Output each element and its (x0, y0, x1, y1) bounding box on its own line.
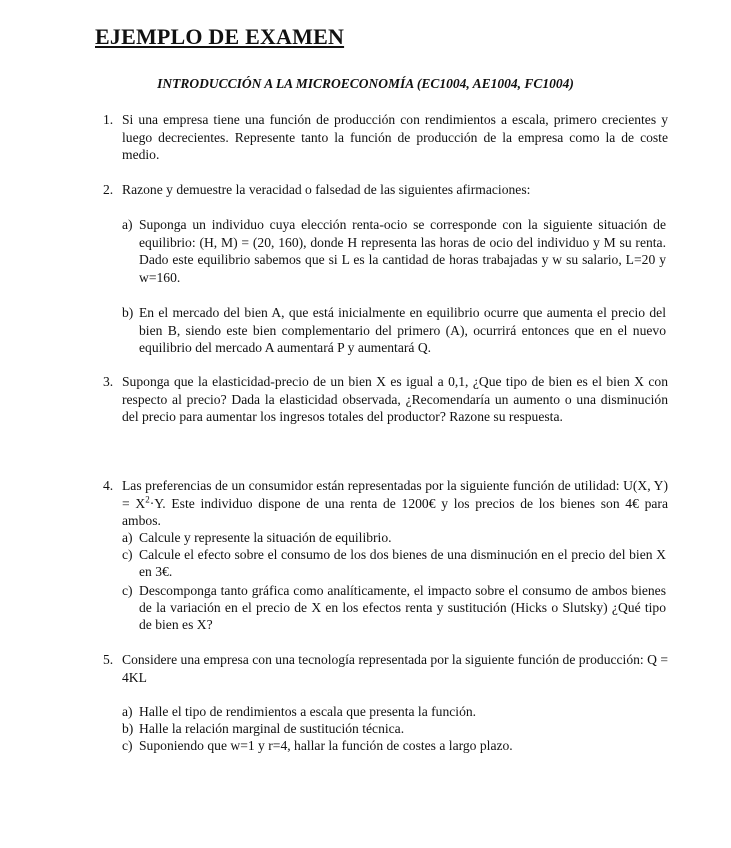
question-2b-label: b) (122, 305, 134, 320)
question-4c (122, 582, 666, 633)
question-4a (122, 529, 666, 546)
question-4b-text: Calcule el efecto sobre el consumo de los dos bienes de una disminución en el precio del bien X en 3€. (139, 547, 666, 579)
question-2-text: Razone y demuestre la veracidad o falsedad de las siguientes afirmaciones: (122, 182, 531, 197)
question-5b (122, 720, 666, 737)
question-4-text-start: Las preferencias de un consumidor están representadas por la siguiente función de utilidad: U(X, Y) = X (122, 478, 668, 511)
question-5a-text: Halle el tipo de rendimientos a escala que presenta la función. (139, 704, 477, 719)
question-4-number: 4. (103, 478, 114, 493)
course-subtitle: INTRODUCCIÓN A LA MICROECONOMÍA (EC1004, AE1004, FC1004) (157, 76, 574, 91)
question-2b (122, 304, 666, 357)
question-5c (122, 737, 666, 754)
question-4-exponent: 2 (145, 493, 150, 504)
question-5c-text: Suponiendo que w=1 y r=4, hallar la función de costes a largo plazo. (139, 738, 513, 753)
question-5a-label: a) (122, 704, 133, 719)
question-2a (122, 216, 666, 286)
question-5b-text: Halle la relación marginal de sustitución técnica. (139, 721, 405, 736)
question-5c-label: c) (122, 738, 133, 753)
question-4a-label: a) (122, 530, 133, 545)
question-3-number: 3. (103, 374, 114, 389)
question-5a (122, 703, 666, 720)
question-4b (122, 546, 666, 580)
question-2-number: 2. (103, 182, 114, 197)
exam-title: EJEMPLO DE EXAMEN (95, 24, 345, 49)
question-5-number: 5. (103, 652, 114, 667)
question-1 (103, 111, 668, 164)
question-1-number: 1. (103, 112, 114, 127)
question-4c-label: c) (122, 583, 133, 598)
question-2a-label: a) (122, 217, 133, 232)
question-4 (103, 477, 668, 530)
question-5b-label: b) (122, 721, 134, 736)
question-4c-text: Descomponga tanto gráfica como analíticamente, el impacto sobre el consumo de ambos bienes de la variación en el precio de X en los efectos renta y sustitución (Hicks o Slutsky) ¿Qué tipo de bien es X? (139, 583, 666, 632)
question-2 (103, 181, 668, 199)
question-4b-label: c) (122, 547, 133, 562)
question-5-text: Considere una empresa con una tecnología representada por la siguiente función de producción: Q = 4KL (122, 652, 668, 685)
question-5 (103, 651, 668, 686)
question-3-text: Suponga que la elasticidad-precio de un bien X es igual a 0,1, ¿Que tipo de bien es el bien X con respecto al precio? Dada la elasticidad observada, ¿Recomendaría un aumento o una disminución del precio para aumentar los ingresos totales del productor? Razone su respuesta. (122, 374, 668, 424)
question-1-text: Si una empresa tiene una función de producción con rendimientos a escala, primero crecientes y luego decrecientes. Represente tanto la función de producción de la empresa como la de coste medio. (122, 112, 668, 162)
question-4-text-end: ·Y. Este individuo dispone de una renta de 1200€ y los precios de los bienes son 4€ para ambos. (122, 495, 668, 528)
question-2a-text: Suponga un individuo cuya elección renta-ocio se corresponde con la siguiente situación de equilibrio: (H, M) = (20, 160), donde H representa las horas de ocio del individuo y M su renta. Dado este equilibrio sabemos que si L es la cantidad de horas trabajadas y w su salario, L=20 y w=160. (139, 217, 666, 285)
question-2b-text: En el mercado del bien A, que está inicialmente en equilibrio ocurre que aumenta el precio del bien B, siendo este bien complementario del primero (A), ocurrirá entonces que en el nuevo equilibrio del mercado A aumentará P y aumentará Q. (139, 305, 666, 355)
question-3 (103, 373, 668, 426)
question-4a-text: Calcule y represente la situación de equilibrio. (139, 530, 392, 545)
